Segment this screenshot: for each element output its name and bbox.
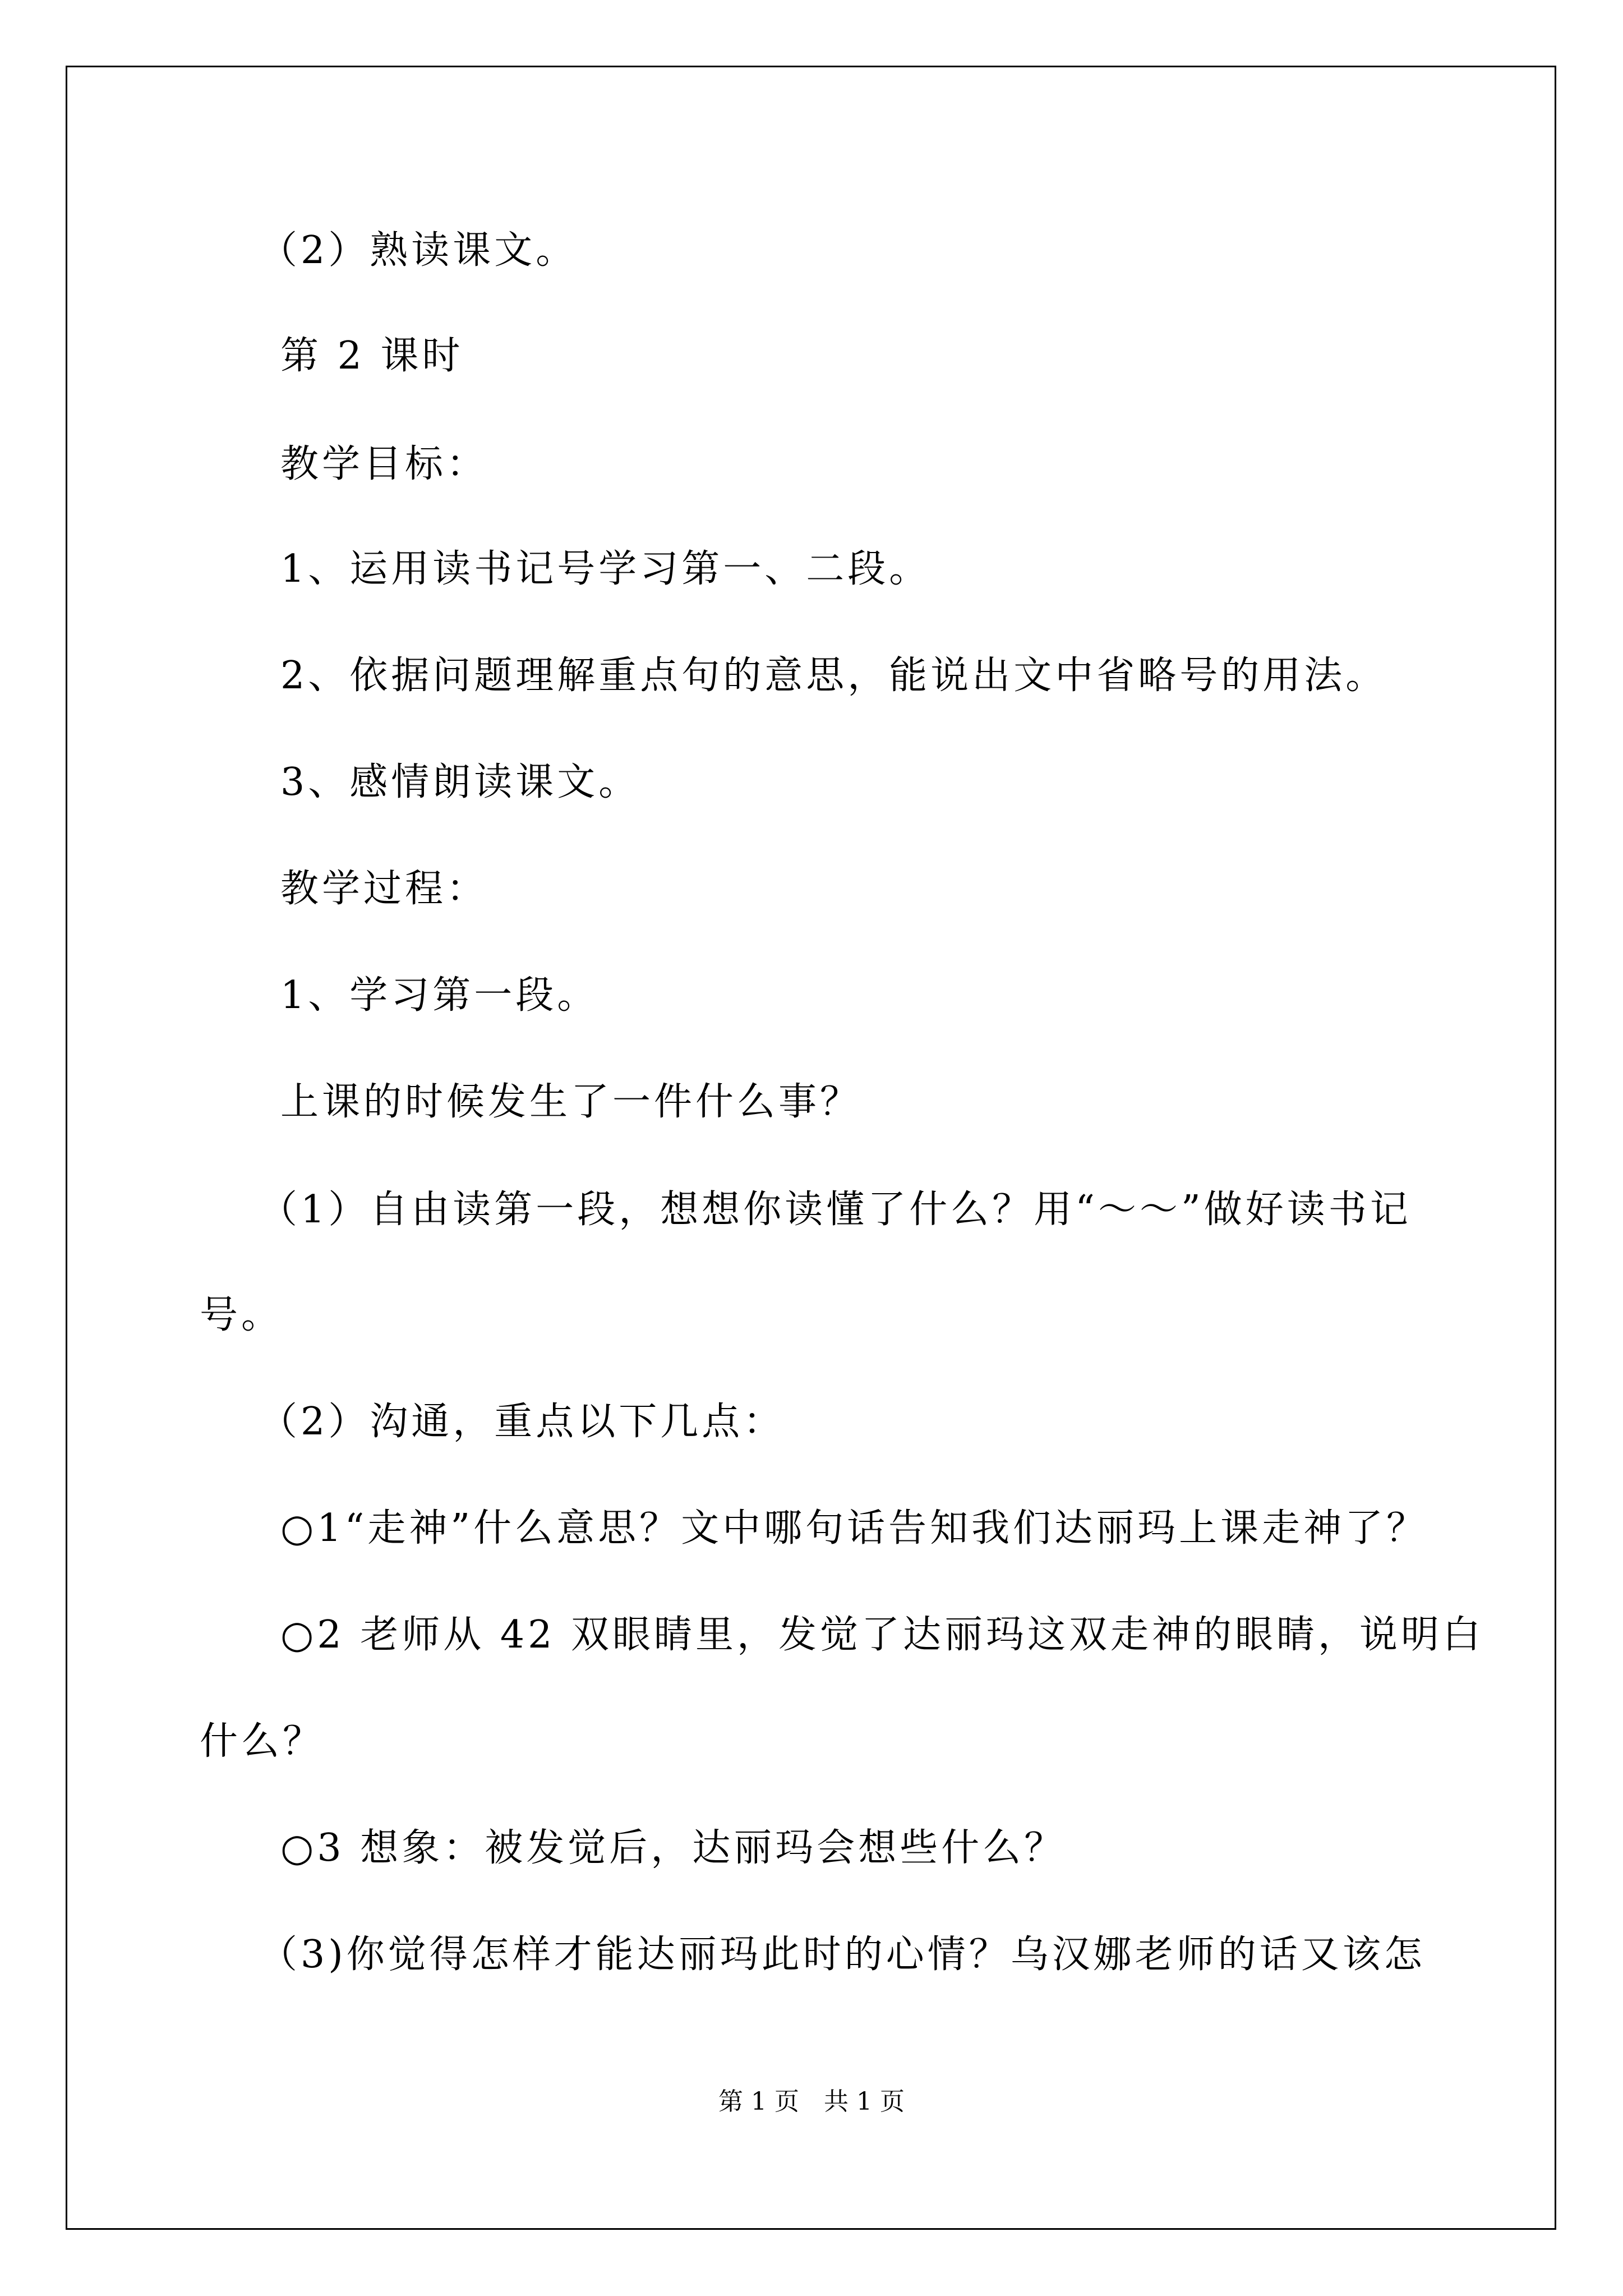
paragraph: 1、学习第一段。 (280, 973, 599, 1018)
paragraph: ○3 想象：被发觉后，达丽玛会想些什么？ (280, 1826, 1066, 1870)
paragraph-continuation: 号。 (200, 1293, 283, 1337)
paragraph-continuation: 什么？ (200, 1719, 325, 1764)
section-heading: 教学目标： (280, 442, 488, 486)
paragraph: 3、感情朗读课文。 (280, 760, 640, 804)
page-footer: 第 1 页 共 1 页 (718, 2087, 905, 2116)
paragraph: 1、运用读书记号学习第一、二段。 (280, 547, 931, 591)
paragraph: ○1“走神”什么意思？文中哪句话告知我们达丽玛上课走神了？ (280, 1506, 1428, 1550)
paragraph: ○2 老师从 42 双眼睛里，发觉了达丽玛这双走神的眼睛，说明白 (280, 1613, 1484, 1657)
paragraph: （2）熟读课文。 (259, 228, 578, 273)
paragraph: （2）沟通，重点以下几点： (259, 1400, 785, 1444)
paragraph: 上课的时候发生了一件什么事？ (280, 1080, 862, 1124)
page-border (66, 66, 1556, 2230)
paragraph: 2、依据问题理解重点句的意思，能说出文中省略号的用法。 (280, 654, 1387, 698)
lesson-heading: 第 2 课时 (280, 334, 464, 378)
paragraph: （1）自由读第一段，想想你读懂了什么？用“～～”做好读书记 (259, 1188, 1412, 1232)
section-heading: 教学过程： (280, 867, 488, 911)
paragraph: （3)你觉得怎样才能达丽玛此时的心情？乌汉娜老师的话又该怎 (259, 1932, 1426, 1977)
